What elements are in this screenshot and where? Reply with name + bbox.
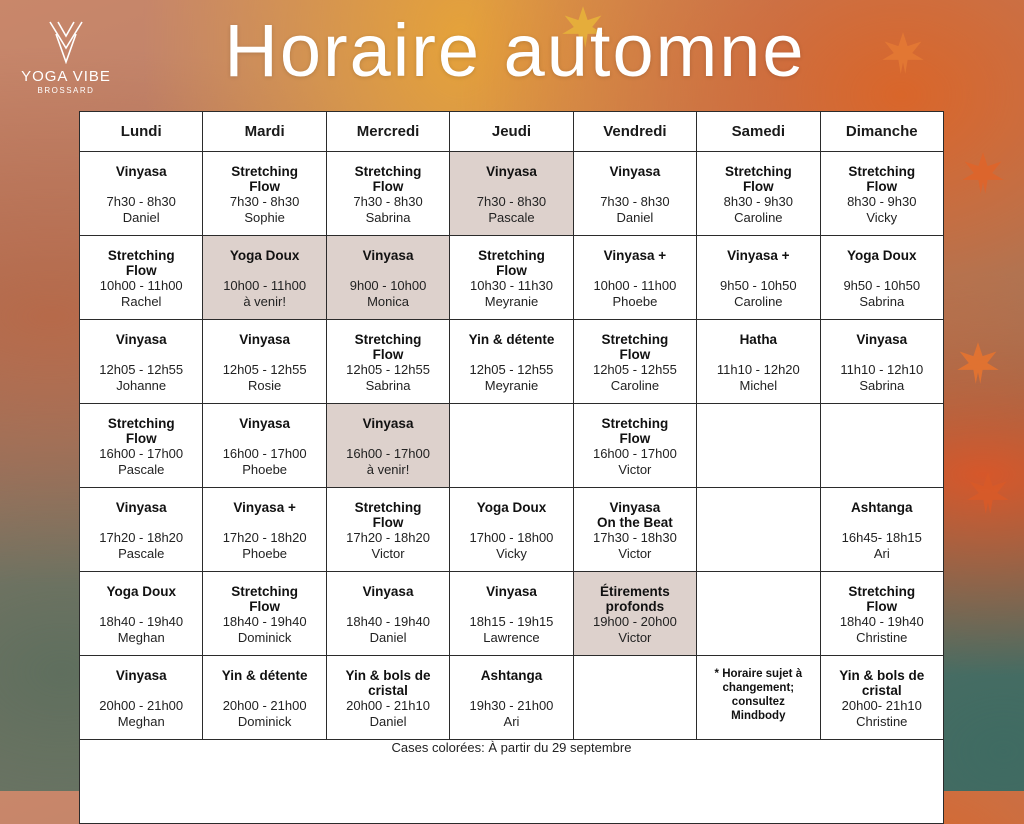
class-cell <box>326 320 449 404</box>
class-cell <box>450 488 573 572</box>
class-name-line-1: Yin & bols de <box>839 668 925 683</box>
class-cell <box>450 404 573 488</box>
table-row <box>80 236 944 320</box>
class-teacher: Lawrence <box>483 629 540 645</box>
class-teacher: Daniel <box>369 713 407 729</box>
class-name-line-1: Vinyasa <box>609 164 661 179</box>
class-cell <box>573 656 696 740</box>
class-time: 20h00- 21h10 <box>841 698 922 713</box>
class-cell <box>697 656 820 740</box>
table-row <box>80 320 944 404</box>
class-name <box>821 500 943 515</box>
class-cell <box>820 152 943 236</box>
class-cell <box>697 488 820 572</box>
class-name-line-1: Stretching <box>354 164 422 179</box>
class-teacher: Meyranie <box>484 293 539 309</box>
class-teacher: Pascale <box>118 461 165 477</box>
class-teacher: Caroline <box>610 377 660 393</box>
class-teacher: Meyranie <box>484 377 539 393</box>
class-teacher: Dominick <box>237 629 292 645</box>
class-name-line-1: Vinyasa <box>362 248 414 263</box>
class-time: 20h00 - 21h00 <box>222 698 307 713</box>
class-teacher: Johanne <box>116 377 167 393</box>
class-name-line-1: Ashtanga <box>480 668 543 683</box>
class-name-line-1: Yin & bols de <box>345 668 431 683</box>
maple-leaf-icon <box>955 340 1001 386</box>
class-cell <box>573 236 696 320</box>
day-header-mercredi: Mercredi <box>326 112 449 152</box>
class-name-line-1: Stretching <box>107 416 175 431</box>
class-cell <box>80 488 203 572</box>
class-name-line-1: Vinyasa <box>115 332 167 347</box>
class-cell <box>80 320 203 404</box>
class-name <box>327 500 449 530</box>
class-name-line-1: Vinyasa <box>239 416 291 431</box>
class-time: 17h20 - 18h20 <box>346 530 430 545</box>
class-name <box>574 584 696 614</box>
class-teacher: Christine <box>856 629 908 645</box>
class-time: 18h40 - 19h40 <box>839 614 924 629</box>
class-name-line-1: Ashtanga <box>851 500 913 515</box>
class-name-line-2: Flow <box>125 263 157 278</box>
class-name-line-1: Yoga Doux <box>229 248 300 263</box>
class-time: 12h05 - 12h55 <box>346 362 430 377</box>
class-cell <box>820 320 943 404</box>
class-teacher: Meghan <box>117 629 165 645</box>
class-name-line-1: Stretching <box>601 332 669 347</box>
class-cell <box>697 236 820 320</box>
class-name <box>821 248 943 263</box>
class-teacher: Sabrina <box>859 377 905 393</box>
class-teacher: Rosie <box>248 377 282 393</box>
maple-leaf-icon <box>960 150 1006 196</box>
day-header-row <box>80 112 944 152</box>
day-header-jeudi: Jeudi <box>450 112 573 152</box>
class-name-line-1: Étirements <box>600 584 670 599</box>
shaded-cells-legend: Cases colorées: À partir du 29 septembre <box>80 740 944 824</box>
class-time: 17h20 - 18h20 <box>99 530 184 545</box>
class-name <box>203 248 325 263</box>
class-time: 16h00 - 17h00 <box>99 446 184 461</box>
class-time: 18h15 - 19h15 <box>469 614 554 629</box>
class-name-line-1: Vinyasa <box>362 584 414 599</box>
class-name-line-1: Yin & détente <box>468 332 555 347</box>
class-name-line-2: Flow <box>866 599 898 614</box>
class-teacher: Sophie <box>244 209 285 225</box>
class-time: 12h05 - 12h55 <box>469 362 554 377</box>
class-time: 9h50 - 10h50 <box>843 278 921 293</box>
schedule-body <box>80 152 944 824</box>
class-teacher: Michel <box>739 377 778 393</box>
class-time: 16h00 - 17h00 <box>346 446 430 461</box>
class-cell <box>80 404 203 488</box>
class-time: 17h30 - 18h30 <box>592 530 677 545</box>
class-teacher: Victor <box>371 545 405 561</box>
class-name <box>327 668 449 698</box>
class-name <box>697 164 819 194</box>
class-name <box>821 164 943 194</box>
class-time: 19h30 - 21h00 <box>469 698 554 713</box>
class-cell <box>820 656 943 740</box>
class-cell <box>326 656 449 740</box>
class-name <box>450 668 572 683</box>
class-name-line-1: Hatha <box>739 332 778 347</box>
class-name <box>80 332 202 347</box>
class-time: 20h00 - 21h00 <box>99 698 184 713</box>
class-time: 20h00 - 21h10 <box>346 698 430 713</box>
class-time: 11h10 - 12h10 <box>840 362 924 377</box>
class-name <box>203 332 325 347</box>
class-name <box>574 416 696 446</box>
class-cell <box>573 404 696 488</box>
class-teacher: Sabrina <box>365 209 411 225</box>
class-name <box>327 332 449 362</box>
class-time: 11h10 - 12h20 <box>716 362 800 377</box>
class-time: 19h00 - 20h00 <box>592 614 677 629</box>
class-time: 7h30 - 8h30 <box>353 194 423 209</box>
class-name <box>821 332 943 347</box>
class-name-line-1: Stretching <box>478 248 545 263</box>
class-name-line-1: Vinyasa <box>115 668 167 683</box>
class-cell <box>820 572 943 656</box>
class-name-line-1: Stretching <box>601 416 669 431</box>
class-cell <box>80 152 203 236</box>
class-teacher: Daniel <box>122 209 160 225</box>
class-cell <box>820 236 943 320</box>
class-teacher: Victor <box>618 545 652 561</box>
class-name <box>203 584 325 614</box>
class-cell <box>326 488 449 572</box>
class-time: 10h30 - 11h30 <box>470 278 553 293</box>
class-time: 18h40 - 19h40 <box>222 614 307 629</box>
class-name-line-1: Yoga Doux <box>847 248 917 263</box>
class-name-line-1: Vinyasa + <box>233 500 296 515</box>
class-cell <box>573 488 696 572</box>
class-name-line-1: Vinyasa + <box>727 248 790 263</box>
class-cell <box>450 152 573 236</box>
class-cell <box>326 236 449 320</box>
class-name <box>697 332 819 347</box>
class-name <box>327 416 449 431</box>
maple-leaf-icon <box>880 30 926 76</box>
class-name-line-2: cristal <box>368 683 408 698</box>
class-cell <box>80 656 203 740</box>
brand-logo <box>18 20 114 95</box>
class-teacher: Meghan <box>117 713 165 729</box>
class-name-line-2: Flow <box>866 179 898 194</box>
class-cell <box>80 572 203 656</box>
class-cell <box>450 572 573 656</box>
class-name-line-2: Flow <box>372 347 404 362</box>
class-name-line-1: Yoga Doux <box>106 584 176 599</box>
class-cell <box>203 152 326 236</box>
class-name <box>327 248 449 263</box>
class-cell <box>573 320 696 404</box>
class-time: 10h00 - 11h00 <box>99 278 183 293</box>
day-header-samedi: Samedi <box>697 112 820 152</box>
class-name-line-1: Yoga Doux <box>476 500 547 515</box>
class-teacher: Phoebe <box>242 545 288 561</box>
class-time: 8h30 - 9h30 <box>847 194 917 209</box>
class-name <box>697 248 819 263</box>
class-name-line-2: Flow <box>496 263 527 278</box>
class-teacher: Ari <box>873 545 890 561</box>
class-cell <box>203 488 326 572</box>
class-name <box>80 416 202 446</box>
class-cell <box>697 572 820 656</box>
class-teacher: Dominick <box>237 713 292 729</box>
class-teacher: Vicky <box>496 545 527 561</box>
class-time: 7h30 - 8h30 <box>600 194 670 209</box>
class-teacher: Caroline <box>734 209 783 225</box>
class-name-line-2: Flow <box>249 179 280 194</box>
class-name <box>450 332 572 347</box>
class-name <box>327 164 449 194</box>
schedule-table <box>79 111 944 824</box>
class-name-line-1: Vinyasa + <box>603 248 667 263</box>
class-time: 18h40 - 19h40 <box>346 614 430 629</box>
class-name-line-2: Flow <box>372 515 404 530</box>
class-teacher: Victor <box>618 629 652 645</box>
class-name <box>80 668 202 683</box>
class-time: 7h30 - 8h30 <box>106 194 176 209</box>
class-name <box>450 500 572 515</box>
day-header-mardi: Mardi <box>203 112 326 152</box>
class-name-line-1: Stretching <box>231 584 299 599</box>
class-teacher: Pascale <box>488 209 535 225</box>
class-name <box>450 248 572 278</box>
class-cell <box>697 320 820 404</box>
class-name-line-1: Stretching <box>724 164 792 179</box>
class-name-line-1: Stretching <box>848 164 916 179</box>
class-teacher: Pascale <box>118 545 165 561</box>
class-time: 16h00 - 17h00 <box>592 446 677 461</box>
class-cell <box>450 236 573 320</box>
class-name <box>574 164 696 179</box>
class-teacher: Sabrina <box>365 377 411 393</box>
class-time: 16h00 - 17h00 <box>222 446 307 461</box>
class-cell <box>80 236 203 320</box>
class-name-line-1: Vinyasa <box>609 500 661 515</box>
table-row <box>80 152 944 236</box>
class-name-line-1: Stretching <box>354 500 422 515</box>
class-name-line-2: Flow <box>619 431 651 446</box>
class-time: 10h00 - 11h00 <box>223 278 307 293</box>
class-name-line-2: Flow <box>619 347 651 362</box>
class-cell <box>203 236 326 320</box>
class-name-line-2: profonds <box>605 599 665 614</box>
class-name-line-1: Stretching <box>848 584 916 599</box>
class-cell <box>203 572 326 656</box>
class-teacher: Ari <box>503 713 520 729</box>
day-header-vendredi: Vendredi <box>573 112 696 152</box>
class-cell <box>326 572 449 656</box>
class-teacher: Rachel <box>120 293 162 309</box>
class-name-line-2: Flow <box>125 431 157 446</box>
class-name-line-1: Vinyasa <box>486 164 537 179</box>
class-name <box>821 584 943 614</box>
class-time: 17h00 - 18h00 <box>469 530 554 545</box>
class-name-line-1: Vinyasa <box>856 332 908 347</box>
class-name-line-1: Vinyasa <box>362 416 414 431</box>
class-name-line-2: Flow <box>372 179 404 194</box>
class-name <box>203 416 325 431</box>
class-name <box>821 668 943 698</box>
class-cell <box>203 404 326 488</box>
class-time: 16h45- 18h15 <box>841 530 922 545</box>
class-teacher: à venir! <box>243 293 286 309</box>
class-time: 12h05 - 12h55 <box>222 362 307 377</box>
class-name-line-1: Stretching <box>354 332 422 347</box>
class-teacher: Christine <box>856 713 908 729</box>
class-cell <box>573 152 696 236</box>
class-cell <box>326 152 449 236</box>
class-teacher: Daniel <box>616 209 654 225</box>
class-teacher: Phoebe <box>612 293 658 309</box>
footer-row <box>80 740 944 824</box>
class-name-line-1: Stretching <box>107 248 175 263</box>
class-cell <box>820 404 943 488</box>
table-row <box>80 572 944 656</box>
class-name <box>574 500 696 530</box>
class-cell <box>820 488 943 572</box>
class-name-line-2: cristal <box>861 683 902 698</box>
class-name <box>327 584 449 599</box>
class-teacher: Vicky <box>866 209 898 225</box>
class-cell <box>573 572 696 656</box>
class-teacher: Monica <box>367 293 410 309</box>
class-time: 7h30 - 8h30 <box>476 194 547 209</box>
class-cell <box>450 320 573 404</box>
class-cell <box>203 320 326 404</box>
schedule-note: * Horaire sujet à changement; consultez Mindbody <box>714 668 803 722</box>
class-teacher: Daniel <box>369 629 407 645</box>
maple-leaf-icon <box>965 470 1011 516</box>
class-name-line-2: Flow <box>249 599 280 614</box>
class-teacher: Victor <box>618 461 652 477</box>
class-name-line-1: Vinyasa <box>239 332 291 347</box>
class-name-line-2: Flow <box>742 179 774 194</box>
class-cell <box>450 656 573 740</box>
class-teacher: Caroline <box>734 293 783 309</box>
class-name <box>203 500 325 515</box>
class-time: 12h05 - 12h55 <box>592 362 677 377</box>
day-header-dimanche: Dimanche <box>820 112 943 152</box>
class-time: 18h40 - 19h40 <box>99 614 184 629</box>
class-name <box>574 248 696 263</box>
class-teacher: Phoebe <box>242 461 288 477</box>
class-teacher: à venir! <box>366 461 410 477</box>
table-row <box>80 656 944 740</box>
class-time: 17h20 - 18h20 <box>222 530 307 545</box>
class-name <box>450 584 572 599</box>
class-cell <box>326 404 449 488</box>
class-cell <box>203 656 326 740</box>
class-name <box>80 248 202 278</box>
class-name <box>574 332 696 362</box>
class-time: 10h00 - 11h00 <box>593 278 677 293</box>
class-name-line-2: On the Beat <box>597 515 673 530</box>
class-teacher: Sabrina <box>859 293 905 309</box>
class-name-line-1: Vinyasa <box>115 500 167 515</box>
class-name <box>203 668 325 683</box>
brand-location: BROSSARD <box>37 86 95 95</box>
class-name-line-1: Yin & détente <box>221 668 308 683</box>
class-time: 9h00 - 10h00 <box>349 278 427 293</box>
class-name <box>80 584 202 599</box>
class-name-line-1: Vinyasa <box>115 164 167 179</box>
class-name <box>80 500 202 515</box>
class-name <box>80 164 202 179</box>
class-time: 7h30 - 8h30 <box>229 194 300 209</box>
class-name <box>203 164 325 194</box>
brand-name: YOGA VIBE <box>21 68 111 85</box>
class-time: 12h05 - 12h55 <box>99 362 184 377</box>
class-cell <box>697 404 820 488</box>
table-row <box>80 404 944 488</box>
day-header-lundi: Lundi <box>80 112 203 152</box>
page-title: Horaire automne <box>224 9 806 92</box>
class-time: 8h30 - 9h30 <box>723 194 794 209</box>
class-name <box>450 164 572 179</box>
table-row <box>80 488 944 572</box>
class-name-line-1: Stretching <box>231 164 299 179</box>
class-name-line-1: Vinyasa <box>486 584 537 599</box>
class-time: 9h50 - 10h50 <box>720 278 797 293</box>
class-cell <box>697 152 820 236</box>
yoga-vibe-logo-icon <box>46 20 86 64</box>
